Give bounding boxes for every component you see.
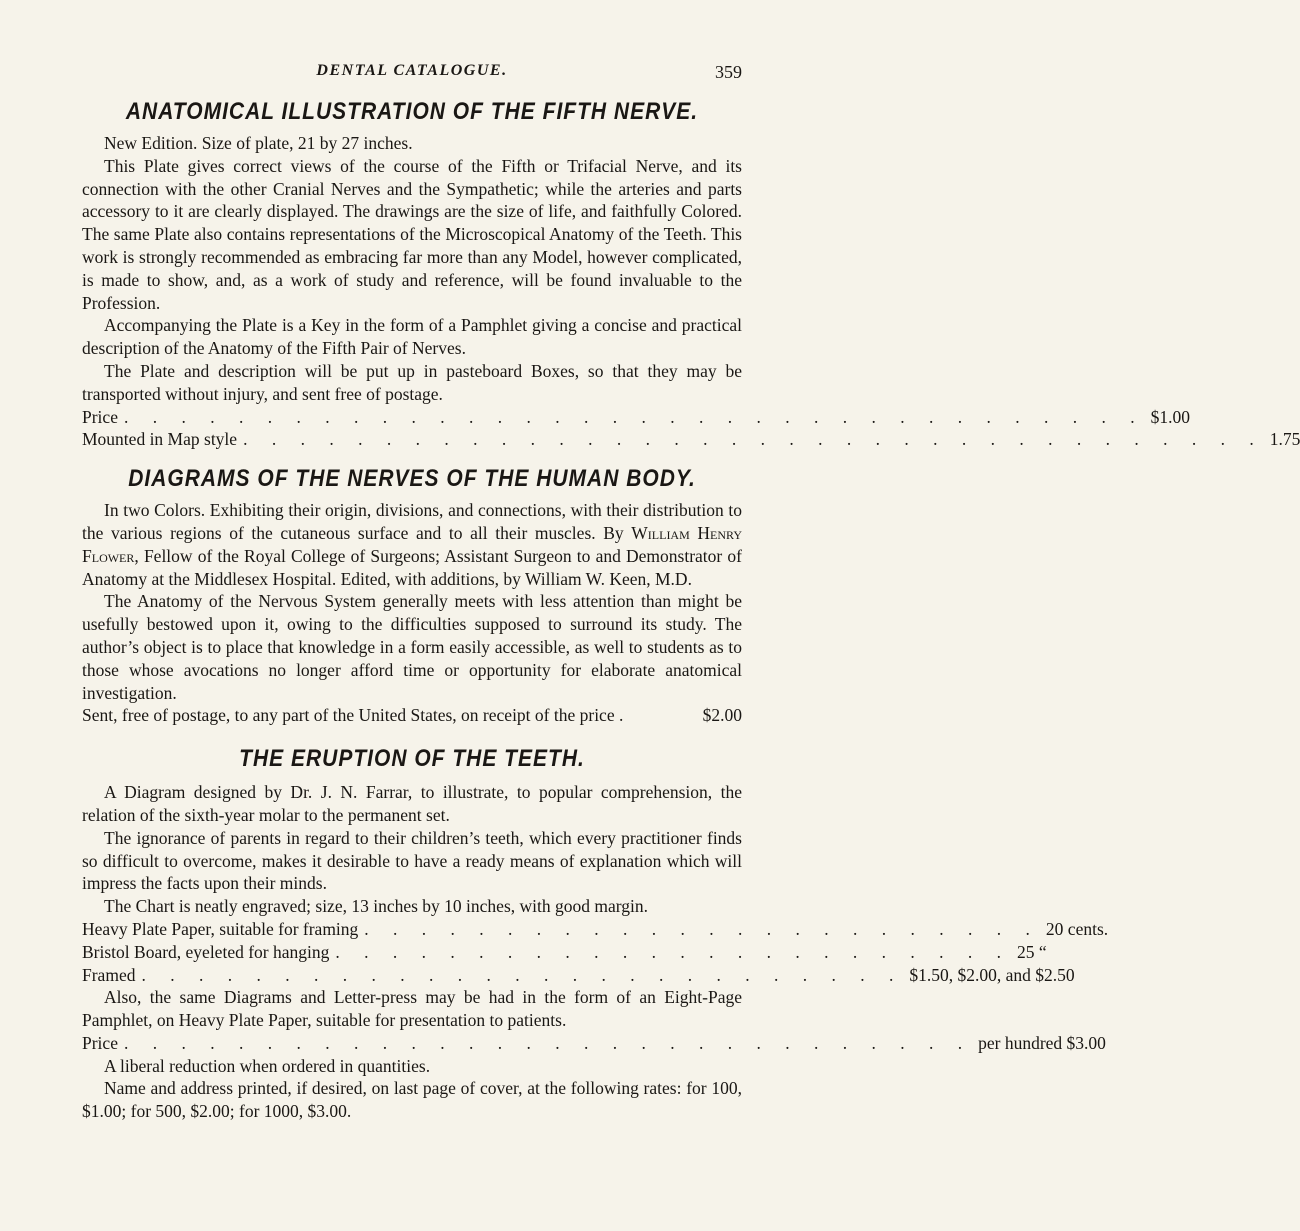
price-row: [82, 941, 1047, 964]
page-number: 359: [715, 62, 742, 82]
paragraph: Also, the same Diagrams and Letter-press may be had in the form of an Eight-Page Pamphlet, on Heavy Plate Paper, suitable for presentation to patients.: [82, 987, 742, 1031]
price-row: [82, 964, 1075, 987]
running-head: [82, 58, 742, 88]
catalogue-page: [82, 58, 1300, 1123]
paragraph: Name and address printed, if desired, on last page of cover, at the following rates: for 100, $1.00; for 500, $2.00; for 1000, $3.00.: [82, 1078, 742, 1122]
paragraph: New Edition. Size of plate, 21 by 27 inches.: [104, 133, 413, 153]
paragraph: The Anatomy of the Nervous System generally meets with less attention than might be usefully bestowed upon it, owing to the difficulties supposed to surround its study. The author’s object is to place that knowledge in a form easily accessible, as well to students as to those whose avocations no longer afford time or opportunity for elaborate anatomical investigation.: [82, 591, 742, 703]
dot-leader: . . . . . . . . . . . . . . . . . . . . . . . .: [364, 918, 1040, 939]
section-heading-eruption: THE ERUPTION OF THE TEETH.: [239, 745, 585, 772]
section-heading-diagrams: DIAGRAMS OF THE NERVES OF THE HUMAN BODY.: [128, 465, 696, 492]
dot-leader: . . . . . . . . . . . . . . . . . . . . . . . . . . . . . . . . . . . .: [243, 429, 1264, 450]
paragraph: Accompanying the Plate is a Key in the form of a Pamphlet giving a concise and practical description of the Anatomy of the Fifth Pair of Nerves.: [82, 315, 742, 359]
text-run: , Fellow of the Royal College of Surgeons; Assistant Surgeon to and Demonstrator of Anatomy at the Middlesex Hospital. Edited, with additions, by William W. Keen, M.D.: [82, 545, 742, 589]
paragraph: The Plate and description will be put up in pasteboard Boxes, so that they may be transported without injury, and sent free of postage.: [82, 360, 742, 404]
price-value: $1.50, $2.00, and $2.50: [909, 964, 1075, 985]
paragraph: The Chart is neatly engraved; size, 13 inches by 10 inches, with good margin.: [104, 896, 648, 917]
price-value: $1.00: [1150, 406, 1190, 427]
dot-leader: . . . . . . . . . . . . . . . . . . . . . . . . . . . . . . . . . . . .: [123, 406, 1145, 427]
price-value: 20 cents.: [1045, 918, 1109, 939]
dot-leader: . . . . . . . . . . . . . . . . . . . . . . . . . . . . . .: [123, 1032, 973, 1053]
price-label: Heavy Plate Paper, suitable for framing: [82, 918, 359, 939]
dot-leader: . . . . . . . . . . . . . . . . . . . . . . . .: [335, 941, 1011, 962]
price-value: $2.00: [702, 705, 742, 726]
dot-leader: [623, 704, 702, 727]
price-row: [82, 918, 1109, 941]
paragraph: [82, 499, 742, 590]
price-label: Mounted in Map style: [82, 429, 238, 450]
section-heading-fifth-nerve: ANATOMICAL ILLUSTRATION OF THE FIFTH NERVE.: [125, 98, 699, 125]
paragraph: A liberal reduction when ordered in quantities.: [104, 1055, 431, 1076]
price-row: [82, 406, 1190, 429]
text-run: In two Colors. Exhibiting their origin, divisions, and connections, with their distribution to the various regions of the cutaneous surface and to all their muscles. By: [82, 500, 742, 543]
price-row: [82, 704, 742, 727]
price-value: per hundred $3.00: [978, 1032, 1106, 1053]
paragraph: This Plate gives correct views of the course of the Fifth or Trifacial Nerve, and its connection with the other Cranial Nerves and the Sympathetic; while the arteries and parts accessory to it are clearly displayed. The drawings are the size of life, and faithfully Colored. The same Plate also contains representations of the Microscopical Anatomy of the Teeth. This work is strongly recommended as embracing far more than any Model, however complicated, is made to show, and, as a work of study and reference, will be found invaluable to the Profession.: [82, 155, 742, 313]
price-value: 1.75: [1269, 429, 1300, 450]
price-label: Price: [82, 1032, 118, 1053]
paragraph: The ignorance of parents in regard to their children’s teeth, which every practitioner finds so difficult to overcome, makes it desirable to have a ready means of explanation which will impress the facts upon their minds.: [82, 827, 742, 894]
price-row: [82, 428, 1300, 451]
price-value: 25 “: [1017, 941, 1047, 962]
price-row: [82, 1032, 1106, 1055]
running-title: DENTAL CATALOGUE.: [316, 62, 508, 79]
paragraph: A Diagram designed by Dr. J. N. Farrar, to illustrate, to popular comprehension, the relation of the sixth-year molar to the permanent set.: [82, 782, 742, 825]
sent-text: Sent, free of postage, to any part of the United States, on receipt of the price .: [82, 705, 624, 726]
author-name: William Henry Flower: [82, 522, 743, 566]
dot-leader: . . . . . . . . . . . . . . . . . . . . . . . . . . .: [141, 964, 904, 985]
price-label: Framed: [82, 964, 136, 985]
price-label: Price: [82, 406, 118, 427]
price-label: Bristol Board, eyeleted for hanging: [82, 941, 330, 962]
